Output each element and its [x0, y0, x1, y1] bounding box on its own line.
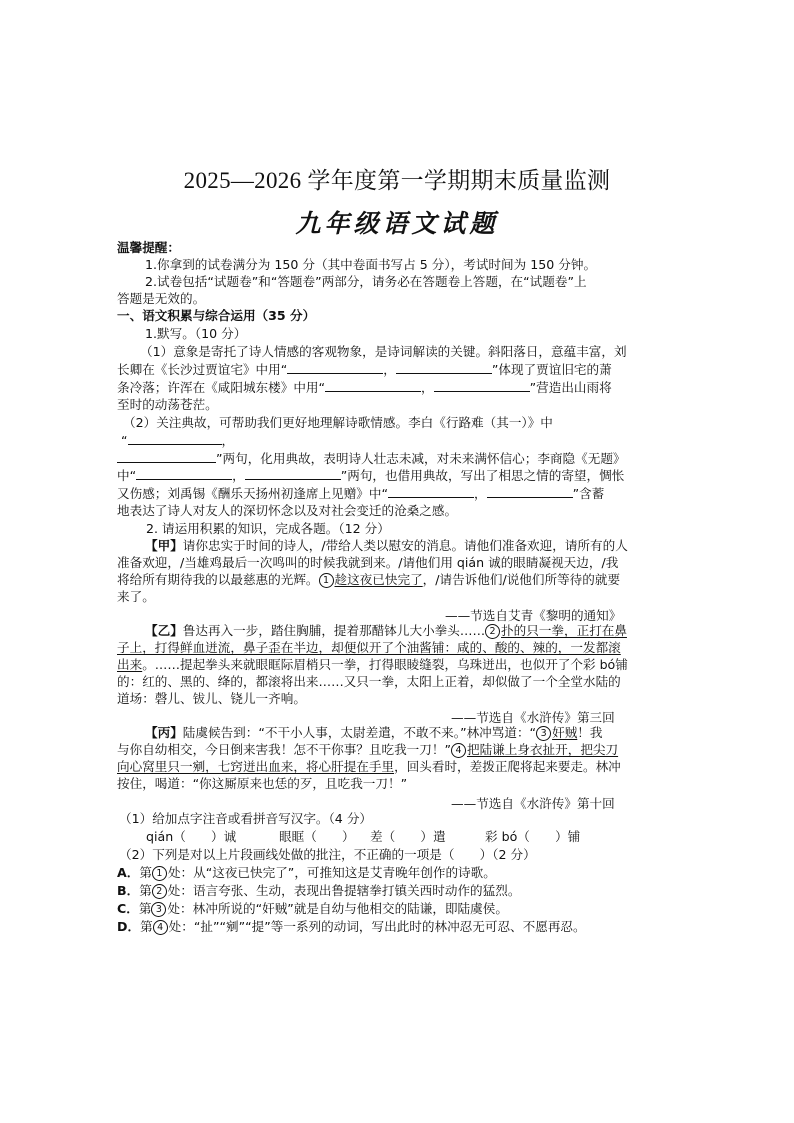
- text: 又伤感；刘禹锡《酬乐天扬州初逢席上见赠》中“: [117, 486, 388, 501]
- underlined-text: 趁这夜已快完了: [334, 572, 423, 587]
- bing-source: ——节选自《水浒传》第十回: [451, 796, 615, 811]
- text: 与你自幼相交，今日倒来害我！怎不干你事？且吃我一刀！”: [117, 742, 451, 757]
- q1-2-line-b: [121, 432, 686, 449]
- text: 中“: [117, 468, 137, 483]
- bing-line-4: 按住，喝道：“你这厮原来也恁的歹，且吃我一刀！”: [117, 776, 408, 791]
- jia-label: 【甲】: [145, 538, 183, 553]
- tips-item-2: 2.试卷包括“试题卷”和“答题卷”两部分，请务必在答题卷上答题，在“试题卷”上: [145, 274, 587, 289]
- text: 长卿在《长沙过贾谊宅》中用“: [117, 362, 288, 377]
- q2-heading: 2. 请运用积累的知识，完成各题。（12 分）: [146, 521, 390, 536]
- tips-item-1: 1.你拿到的试卷满分为 150 分（其中卷面书写占 5 分），考试时间为 150 分钟。: [145, 257, 597, 272]
- answer-blank[interactable]: [434, 379, 530, 392]
- option-text: 处：从“这夜已快完了”，可推知这是艾青晚年创作的诗歌。: [167, 865, 496, 880]
- text: 第: [138, 901, 152, 916]
- answer-blank[interactable]: [325, 379, 421, 392]
- text: 第: [139, 883, 152, 898]
- q1-1-line-a: （1）意象是寄托了诗人情感的客观物象，是诗词解读的关键。斜阳落日，意蕴丰富，刘: [140, 344, 627, 359]
- text: ”体现了贾谊旧宅的萧: [491, 362, 612, 377]
- text: 请你忠实于时间的诗人，/带给人类以慰安的消息。请他们准备欢迎，请所有的人: [182, 538, 628, 553]
- text: 陆虞候告到：“不干小人事，太尉差遣，不敢不来。”林冲骂道：“: [182, 725, 537, 740]
- circled-number: 1: [152, 866, 167, 881]
- q1-heading: 1.默写。（10 分）: [145, 326, 247, 341]
- text: 。……提起拳头来就眼眶际眉梢只一拳，打得眼睖缝裂，乌珠迸出，也似开了个彩 bó铺: [142, 657, 628, 672]
- text: ，: [383, 362, 396, 377]
- tips-heading: 温馨提醒：: [117, 240, 180, 255]
- jia-line-2: 准备欢迎，/当雄鸡最后一次鸣叫的时候我就到来。/请他们用 qián 诚的眼睛凝视天边，/我: [117, 555, 619, 570]
- text: ，: [232, 468, 245, 483]
- text: ！我: [577, 725, 603, 740]
- text: ”两句，化用典故，表明诗人壮志未减，对未来满怀信心；李商隐《无题》: [216, 451, 626, 466]
- jia-source: ——节选自艾青《黎明的通知》: [445, 608, 622, 623]
- yi-line-1: [145, 622, 710, 639]
- q1-2-line-f: 地表达了诗人对友人的深切怀念以及对社会变迁的沧桑之感。: [117, 503, 458, 518]
- text: ”两句，也借用典故，写出了相思之情的寄望，惆怅: [340, 468, 625, 483]
- text: ，: [421, 380, 434, 395]
- text: 条冷落；许浑在《咸阳城东楼》中用“: [117, 380, 326, 395]
- q2-1-heading: （1）给加点字注音或看拼音写汉字。（4 分）: [119, 811, 373, 826]
- answer-blank[interactable]: [117, 450, 216, 463]
- circled-number: 2: [152, 884, 167, 899]
- circled-number: 4: [451, 743, 466, 758]
- yi-line-4: 的：红的、黑的、绛的，都滚将出来……又只一拳，太阳上正着，却似做了一个全堂水陆的: [117, 674, 621, 689]
- text: 鲁达再入一步，踏住胸脯，提着那醋钵儿大小拳头……: [182, 623, 486, 638]
- option-text: 处：语言夸张、生动，表现出鲁提辖拳打镇关西时动作的猛烈。: [167, 883, 521, 898]
- circled-number: 3: [151, 902, 166, 917]
- yi-source: ——节选自《水浒传》第三回: [451, 710, 615, 725]
- exam-subtitle: 九年级语文试题: [295, 209, 499, 238]
- tips-item-2-cont: 答题是无效的。: [117, 291, 206, 306]
- jia-line-1: [145, 537, 710, 554]
- q1-2-line-e: [117, 485, 682, 502]
- answer-blank[interactable]: [128, 432, 222, 445]
- bing-line-2: [117, 741, 682, 758]
- underlined-text: 把陆谦上身衣扯开，把尖刀: [466, 742, 619, 757]
- text: ”含蓄: [572, 486, 605, 501]
- jia-line-3: [117, 571, 682, 588]
- option-c[interactable]: [117, 900, 682, 917]
- q2-2-heading: （2）下列是对以上片段画线处做的批注，不正确的一项是（ ）（2 分）: [119, 847, 536, 862]
- bing-line-3: [117, 758, 682, 775]
- underlined-text: 扑的只一拳，正打在鼻: [501, 623, 627, 638]
- option-text: 处：林冲所说的“奸贼”就是自幼与他相交的陆谦，即陆虞侯。: [167, 901, 508, 916]
- text: ，: [221, 433, 235, 448]
- text: ，/请告诉他们/说他们所等待的就要: [422, 572, 621, 587]
- yi-line-3: [117, 656, 682, 673]
- q2-1-item[interactable]: qián（ ）诚: [146, 829, 237, 844]
- text: “: [121, 433, 128, 448]
- yi-line-5: 道场：磬儿、钹儿、铙儿一齐响。: [117, 691, 306, 706]
- text: 第: [140, 919, 153, 934]
- yi-label: 【乙】: [145, 623, 183, 638]
- option-letter: A．: [117, 865, 140, 880]
- q1-1-line-c: [117, 379, 682, 396]
- option-letter: C．: [117, 901, 139, 916]
- option-letter: B．: [117, 883, 140, 898]
- option-d[interactable]: [117, 918, 682, 935]
- section1-heading: 一、语文积累与综合运用（35 分）: [117, 308, 316, 323]
- q2-1-item[interactable]: 差（ ）遣: [370, 829, 446, 844]
- yi-line-2: 子上，打得鲜血迸流，鼻子歪在半边，却便似开了个油酱铺：咸的、酸的、辣的，一发都滚: [117, 640, 621, 655]
- answer-blank[interactable]: [287, 361, 383, 374]
- option-text: 处：“扯”“剜”“提”等一系列的动词，写出此时的林冲忍无可忍、不愿再忍。: [168, 919, 586, 934]
- q1-2-line-a: （2）关注典故，可帮助我们更好地理解诗歌情感。李白《行路难（其一）》中: [123, 415, 553, 430]
- option-a[interactable]: [117, 864, 682, 881]
- q1-2-line-c: [117, 450, 682, 467]
- answer-blank[interactable]: [245, 467, 341, 480]
- q1-1-line-b: [117, 361, 682, 378]
- exam-title: 2025—2026 学年度第一学期期末质量监测: [183, 168, 611, 193]
- text: ，: [474, 486, 487, 501]
- answer-blank[interactable]: [487, 485, 573, 498]
- underlined-text: 向心窝里只一剜，七窍迸出血来，将心肝提在手里: [117, 759, 395, 774]
- bing-label: 【丙】: [145, 725, 183, 740]
- q1-2-line-d: [117, 467, 682, 484]
- circled-number: 3: [536, 726, 551, 741]
- answer-blank[interactable]: [388, 485, 474, 498]
- option-letter: D．: [117, 919, 141, 934]
- q1-1-line-d: 至时的动荡苍茫。: [117, 397, 218, 412]
- jia-line-4: 来了。: [117, 589, 155, 604]
- bing-line-1: [145, 724, 710, 741]
- text: 第: [139, 865, 152, 880]
- text: ”营造出山雨将: [529, 380, 612, 395]
- underlined-text: 奸贼: [552, 725, 578, 740]
- circled-number: 2: [485, 624, 500, 639]
- answer-blank[interactable]: [136, 467, 232, 480]
- text: ，回头看时，差拨正爬将起来要走。林冲: [394, 759, 621, 774]
- answer-blank[interactable]: [396, 361, 492, 374]
- text: 将给所有期待我的以最慈惠的光辉。: [117, 572, 319, 587]
- circled-number: 4: [153, 920, 168, 935]
- q2-1-item[interactable]: 眼眶（ ）: [279, 829, 355, 844]
- option-b[interactable]: [117, 882, 682, 899]
- q2-1-item[interactable]: 彩 bó（ ）铺: [485, 829, 581, 844]
- underlined-text: 出来: [117, 657, 143, 672]
- circled-number: 1: [319, 573, 334, 588]
